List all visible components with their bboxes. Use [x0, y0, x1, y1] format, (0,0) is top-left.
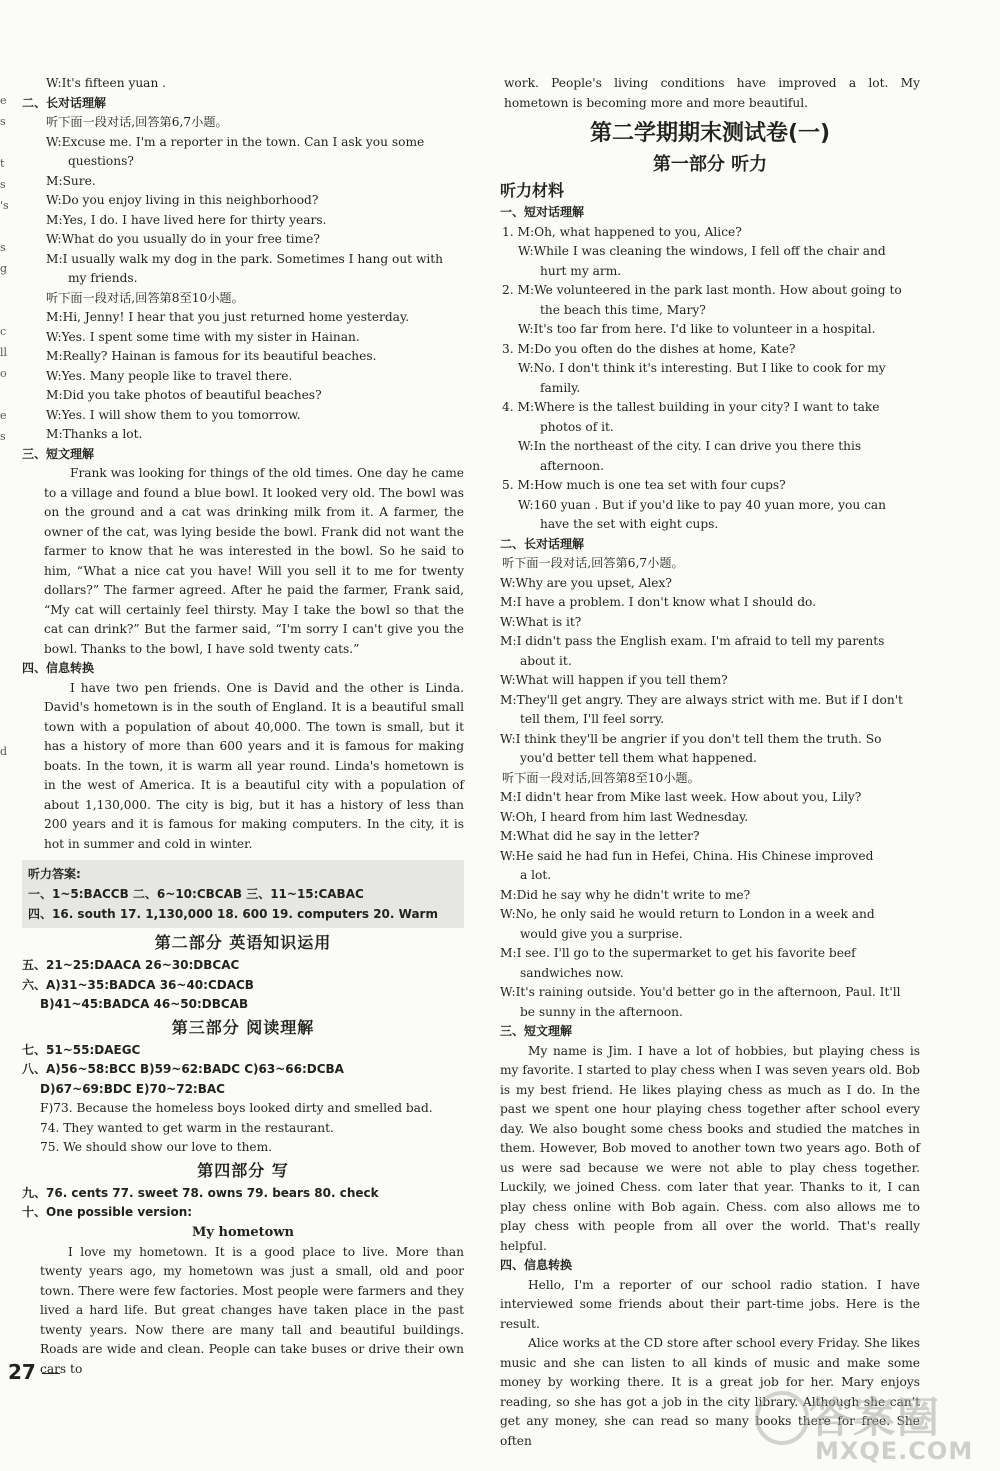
answer-line: B)41~45:BADCA 46~50:DBCAB	[40, 997, 249, 1011]
dialogue-line: W:Why are you upset, Alex?	[500, 575, 672, 590]
dialogue-line: M:I see. I'll go to the supermarket to get his favorite beef	[500, 946, 856, 960]
dialogue-line: 5. M:How much is one tea set with four cups?	[502, 478, 786, 492]
edge-fragment: 's	[0, 199, 9, 212]
edge-fragment	[0, 615, 12, 636]
answer-line: 九、76. cents 77. sweet 78. owns 79. bears 80. check	[22, 1185, 379, 1200]
dialogue-line: W:It's too far from here. I'd like to volunteer in a hospital.	[518, 322, 876, 336]
edge-fragment	[0, 279, 12, 300]
edge-fragment	[0, 531, 12, 552]
dialogue-line: W:He said he had fun in Hefei, China. His Chinese improved	[500, 848, 874, 863]
edge-fragment: c	[0, 325, 7, 338]
edge-fragment	[0, 447, 12, 468]
part-title: 第四部分 写	[197, 1160, 289, 1180]
dialogue-2	[500, 788, 920, 1022]
passage-text: Hello, I'm a reporter of our school radio station. I have interviewed some friends about their part-time jobs. Here is the result.	[500, 1277, 920, 1331]
edge-fragment	[0, 384, 12, 405]
dialogue-line: be sunny in the afternoon.	[520, 1004, 683, 1019]
edge-fragment: d	[0, 745, 8, 758]
essay-text: I love my hometown. It is a good place to live. More than twenty years ago, my hometown was just a small, old and poor town. There were few factories. Most people were farmers and they lived a hard life. But great changes have taken place in the past twenty years. Now there are many tall and beautiful buildings. Roads are wide and clean. People can take buses or drive their own cars to	[40, 1244, 464, 1376]
dialogue-line: W:While I was cleaning the windows, I fell off the chair and	[518, 244, 886, 258]
answer-line: 五、21~25:DAACA 26~30:DBCAC	[22, 958, 240, 972]
passage-text: Alice works at the CD store after school every Friday. She likes music and she can listen to all kinds of music and make some money by working there. It is a great job for her. Mary enjoys reading, so she has got a job in the city library. Although she can't get any money, she can read so many books there for free. She often	[500, 1336, 920, 1448]
dialogue-line: a lot.	[520, 868, 552, 882]
answer-line: 七、51~55:DAEGC	[22, 1042, 141, 1057]
answer-line: 十、One possible version:	[22, 1205, 193, 1219]
edge-fragment	[0, 216, 12, 237]
dialogue-line: W:Oh, I heard from him last Wednesday.	[500, 809, 749, 824]
dialogue-line: W:In the northeast of the city. I can drive you there this	[518, 439, 862, 453]
dialogue-line: M:I usually walk my dog in the park. Sometimes I hang out with	[46, 251, 444, 266]
edge-fragment	[0, 594, 12, 615]
section-intro: 听下面一段对话,回答第6,7小题。	[502, 556, 684, 570]
section-header: 二、长对话理解	[500, 536, 585, 551]
edge-fragment: ll	[0, 346, 8, 359]
watermark-text-cn: 答案圈	[809, 1393, 942, 1442]
edge-fragment: s	[0, 115, 6, 128]
material-heading: 听力材料	[500, 181, 565, 200]
edge-fragment	[0, 489, 12, 510]
dialogue-line: you'd better tell them what happened.	[520, 751, 757, 765]
watermark-logo	[755, 1385, 995, 1471]
page-edge-fragments	[0, 90, 12, 762]
dialogue-line: W:Yes. I will show them to you tomorrow.	[46, 407, 301, 422]
answer-line: D)67~69:BDC E)70~72:BAC	[40, 1081, 225, 1096]
dialogue-line: M:Thanks a lot.	[46, 427, 143, 441]
answer-line: F)73. Because the homeless boys looked dirty and smelled bad.	[40, 1101, 433, 1115]
section-header: 三、短文理解	[22, 446, 95, 461]
dialogue-line: tell them, I'll feel sorry.	[520, 712, 664, 726]
section-header: 四、信息转换	[22, 661, 95, 675]
dialogue-line: W:What do you usually do in your free time?	[46, 232, 320, 246]
dialogue-line: M:What did he say in the letter?	[500, 829, 700, 843]
edge-fragment: s	[0, 430, 6, 443]
dialogue-line: M:Hi, Jenny! I hear that you just returned home yesterday.	[46, 310, 410, 324]
section-header: 一、短对话理解	[500, 205, 585, 219]
left-column	[22, 74, 464, 1379]
page-number-dash	[42, 1373, 60, 1374]
dialogue-line: W:Excuse me. I'm a reporter in the town. Can I ask you some	[46, 134, 425, 149]
passage-text: My name is Jim. I have a lot of hobbies, but playing chess is my favorite. I started to play chess when I was seven years old. Bob is my best friend. He likes playing chess as much as I do. In the past we spent one hour playing chess together after school every day. We also bought some chess books and studied the matches in them. However, Bob moved to another town two years ago. Both of us were sad because we were not able to play chess together. Luckily, we joined Chess. com later that year. Thanks to it, I can play chess online with Bob again. Chess. com also allows me to play chess with people from all over the world. That's really helpful.	[500, 1043, 920, 1253]
dialogue-line: photos of it.	[540, 419, 614, 434]
edge-fragment	[0, 510, 12, 531]
answers-line: 一、1~5:BACCB 二、6~10:CBCAB 三、11~15:CABAC	[28, 887, 364, 901]
edge-fragment: s	[0, 241, 6, 254]
dialogue-line: afternoon.	[540, 458, 604, 473]
dialogue-line: sandwiches now.	[520, 965, 624, 980]
dialogue-1	[500, 574, 920, 769]
answers-line: 四、16. south 17. 1,130,000 18. 600 19. computers 20. Warm	[28, 907, 438, 921]
dialogue-line: W:What will happen if you tell them?	[500, 673, 728, 687]
section-intro: 听下面一段对话,回答第8至10小题。	[502, 770, 700, 785]
edge-fragment	[0, 132, 12, 153]
part-title: 第三部分 阅读理解	[171, 1017, 315, 1037]
dialogue-line: W:Yes. I spent some time with my sister in Hainan.	[46, 329, 360, 344]
edge-fragment: t	[0, 157, 5, 170]
essay-title: My hometown	[192, 1224, 294, 1240]
dialogue-line: M:Did you take photos of beautiful beaches?	[46, 388, 322, 402]
section-header: 四、信息转换	[500, 1258, 573, 1272]
edge-fragment: o	[0, 367, 7, 380]
dialogue-line: my friends.	[68, 271, 138, 285]
dialogue-line: questions?	[68, 154, 134, 168]
dialogue-line: hurt my arm.	[540, 263, 622, 278]
dialogue-line: W:Do you enjoy living in this neighborhood?	[46, 193, 319, 207]
watermark-badge-icon	[755, 1391, 809, 1445]
edge-fragment: e	[0, 409, 7, 422]
dialogue-line: have the set with eight cups.	[540, 517, 719, 531]
dialogue-2	[22, 308, 464, 445]
dialogue-line: M:Sure.	[46, 173, 96, 188]
exam-title: 第二学期期末测试卷(一)	[589, 121, 831, 146]
essay-continuation: work. People's living conditions have improved a lot. My hometown is becoming more and more beautiful.	[504, 76, 920, 110]
answer-line: 75. We should show our love to them.	[40, 1140, 273, 1154]
part-subtitle: 第一部分 听力	[652, 154, 768, 175]
edge-fragment: e	[0, 94, 7, 107]
part-title: 第二部分 英语知识运用	[154, 933, 332, 952]
dialogue-line: the beach this time, Mary?	[540, 302, 706, 317]
section-intro: 听下面一段对话,回答第8至10小题。	[46, 290, 244, 305]
answers-title: 听力答案:	[28, 867, 81, 881]
dialogue-line: M:I didn't pass the English exam. I'm afraid to tell my parents	[500, 634, 885, 648]
edge-fragment	[0, 657, 12, 678]
page-number-text: 27	[8, 1360, 36, 1384]
dialogue-line: W:I think they'll be angrier if you don't tell them the truth. So	[500, 731, 882, 746]
edge-fragment: g	[0, 262, 8, 275]
dialogue-line: about it.	[520, 653, 572, 668]
dialogue-line: M:I didn't hear from Mike last week. How about you, Lily?	[500, 790, 862, 804]
section-header: 二、长对话理解	[22, 95, 107, 110]
dialogue-line: W:It's fifteen yuan .	[46, 76, 167, 90]
dialogue-line: 3. M:Do you often do the dishes at home, Kate?	[502, 341, 796, 356]
dialogue-line: M:Did he say why he didn't write to me?	[500, 887, 751, 902]
dialogue-line: 1. M:Oh, what happened to you, Alice?	[502, 224, 742, 239]
dialogue-line: M:I have a problem. I don't know what I should do.	[500, 595, 817, 609]
edge-fragment	[0, 720, 12, 741]
answer-line: 六、A)31~35:BADCA 36~40:CDACB	[22, 977, 254, 992]
edge-fragment	[0, 573, 12, 594]
page-number	[8, 1360, 60, 1384]
dialogue-line: W:It's raining outside. You'd better go in the afternoon, Paul. It'll	[500, 985, 901, 999]
edge-fragment	[0, 552, 12, 573]
dialogue-line: M:Really? Hainan is famous for its beautiful beaches.	[46, 349, 377, 363]
dialogue-line: would give you a surprise.	[520, 926, 683, 941]
section-header: 三、短文理解	[500, 1024, 573, 1038]
dialogue-line: W:No, he only said he would return to London in a week and	[500, 907, 875, 921]
dialogue-line: 2. M:We volunteered in the park last month. How about going to	[502, 283, 902, 297]
edge-fragment	[0, 678, 12, 699]
dialogue-line: W:What is it?	[500, 614, 582, 629]
dialogue-line: 4. M:Where is the tallest building in your city? I want to take	[502, 400, 880, 414]
dialogue-line: W:160 yuan . But if you'd like to pay 40 yuan more, you can	[518, 497, 887, 512]
dialogue-line: family.	[540, 380, 581, 395]
dialogue-line: W:Yes. Many people like to travel there.	[46, 368, 293, 383]
section-intro: 听下面一段对话,回答第6,7小题。	[46, 115, 228, 129]
edge-fragment	[0, 300, 12, 321]
right-column	[500, 74, 920, 1451]
dialogue-line: M:They'll get angry. They are always strict with me. But if I don't	[500, 692, 903, 707]
dialogue-line: M:Yes, I do. I have lived here for thirty years.	[46, 212, 327, 227]
passage-text: Frank was looking for things of the old times. One day he came to a village and found a blue bowl. It looked very old. The bowl was on the ground and a cat was drinking milk from it. A farmer, the owner of the cat, was lying beside the bowl. Frank did not want the farmer to know that he was interested in the bowl. So he said to him, “What a nice cat you have! Will you sell it to me for twenty dollars?” The farmer agreed. After he paid the farmer, Frank said, “My cat will certainly feel thirsty. May I take the bowl so that the cat can drink?” But the farmer said, “I'm sorry I can't give you the bowl. Thanks to the bowl, I have sold twenty cats.”	[44, 466, 464, 656]
answer-line: 八、A)56~58:BCC B)59~62:BADC C)63~66:DCBA	[22, 1062, 344, 1076]
answer-line: 74. They wanted to get warm in the restaurant.	[40, 1120, 334, 1135]
listening-answers-box	[22, 860, 464, 928]
short-dialogues	[500, 223, 920, 535]
edge-fragment: s	[0, 178, 6, 191]
dialogue-1	[22, 133, 464, 289]
passage-text: I have two pen friends. One is David and the other is Linda. David's hometown is in the south of England. It is a beautiful small town with a population of about 40,000. The town is small, but it has a history of more than 600 years and it is famous for making boats. In the town, it is warm all year round. Linda's hometown is in the west of America. It is a beautiful city with a population of about 1,130,000. The city is big, but it has a history of less than 200 years and it is famous for making computers. In the city, it is hot in summer and cold in winter.	[44, 680, 464, 851]
edge-fragment	[0, 699, 12, 720]
edge-fragment	[0, 636, 12, 657]
dialogue-line: W:No. I don't think it's interesting. But I like to cook for my	[518, 361, 886, 375]
edge-fragment	[0, 468, 12, 489]
watermark-text-en: MXQE.COM	[815, 1437, 974, 1465]
